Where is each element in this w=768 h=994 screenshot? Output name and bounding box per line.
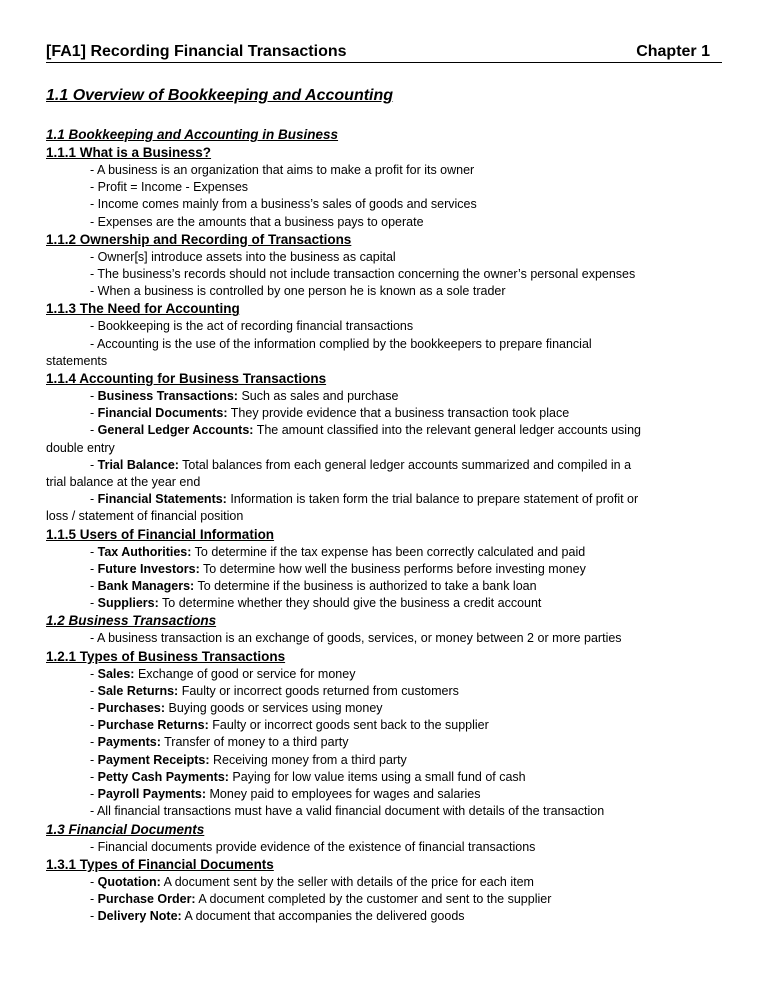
list-item: - Financial Statements: Information is taken form the trial balance to prepare statement of profit or loss / statement of financial position	[46, 491, 726, 525]
item-term: Suppliers:	[97, 596, 159, 611]
item-text: To determine if the tax expense has been correctly calculated and paid	[191, 544, 586, 559]
item-continuation: loss / statement of financial position	[46, 509, 244, 524]
document-body	[46, 126, 726, 925]
list-item: - The business’s records should not include transaction concerning the owner’s personal expenses	[90, 267, 636, 282]
item-term: Purchase Returns:	[97, 718, 209, 733]
item-term: Purchases:	[97, 701, 166, 716]
list-item: - Tax Authorities: To determine if the tax expense has been correctly calculated and paid	[90, 544, 586, 559]
list-item: - When a business is controlled by one person he is known as a sole trader	[90, 284, 506, 299]
item-text: Bookkeeping is the act of recording financial transactions	[97, 319, 414, 334]
item-text: Expenses are the amounts that a business pays to operate	[97, 214, 424, 229]
list-item: - Owner[s] introduce assets into the business as capital	[90, 249, 396, 264]
list-item: - Future Investors: To determine how well the business performs before investing money	[90, 561, 586, 576]
list-item: - Income comes mainly from a business’s sales of goods and services	[90, 197, 477, 212]
header-chapter: Chapter 1	[636, 43, 710, 60]
list-item: - Sales: Exchange of good or service for money	[90, 666, 356, 681]
item-text: Financial documents provide evidence of the existence of financial transactions	[97, 839, 536, 854]
section-heading: 1.1.1 What is a Business?	[46, 145, 212, 160]
list-item: - Bank Managers: To determine if the business is authorized to take a bank loan	[90, 579, 537, 594]
section-heading: 1.1.2 Ownership and Recording of Transactions	[46, 231, 352, 247]
item-text: Total balances from each general ledger accounts summarized and compiled in a	[178, 457, 632, 472]
list-item: - Purchases: Buying goods or services using money	[90, 701, 383, 716]
item-continuation: double entry	[46, 440, 115, 455]
item-text: Income comes mainly from a business’s sales of goods and services	[97, 197, 477, 212]
item-text: A business transaction is an exchange of goods, services, or money between 2 or more parties	[96, 631, 622, 646]
item-text: To determine how well the business performs before investing money	[199, 561, 586, 576]
section-heading: 1.1.5 Users of Financial Information	[46, 526, 275, 542]
item-text: A document sent by the seller with details of the price for each item	[160, 874, 534, 889]
item-continuation: statements	[46, 353, 108, 368]
item-text: The amount classified into the relevant general ledger accounts using	[253, 423, 641, 438]
item-text: A business is an organization that aims to make a profit for its owner	[96, 163, 475, 177]
list-item: - Expenses are the amounts that a business pays to operate	[90, 214, 424, 229]
page-header	[46, 42, 722, 63]
list-item: - A business is an organization that aims to make a profit for its owner	[90, 163, 475, 177]
list-item: - Accounting is the use of the information complied by the bookkeepers to prepare financial statements	[46, 336, 726, 370]
item-term: General Ledger Accounts:	[97, 423, 254, 438]
item-term: Payment Receipts:	[97, 752, 210, 767]
item-text: Such as sales and purchase	[237, 389, 399, 404]
item-text: All financial transactions must have a valid financial document with details of the transaction	[96, 804, 605, 819]
section-heading: 1.3 Financial Documents	[46, 821, 205, 837]
list-item: - Sale Returns: Faulty or incorrect goods returned from customers	[90, 683, 459, 698]
section-heading: 1.2.1 Types of Business Transactions	[46, 648, 286, 664]
item-text: Profit = Income - Expenses	[97, 180, 249, 195]
item-text: A document that accompanies the delivered goods	[181, 909, 465, 924]
item-term: Financial Documents:	[97, 406, 228, 421]
list-item: - Quotation: A document sent by the seller with details of the price for each item	[90, 874, 534, 889]
item-text: To determine if the business is authorized to take a bank loan	[194, 579, 537, 594]
list-item: - Payroll Payments: Money paid to employees for wages and salaries	[90, 787, 481, 802]
item-text: Money paid to employees for wages and salaries	[206, 787, 481, 802]
item-text: Accounting is the use of the information complied by the bookkeepers to prepare financial	[96, 336, 592, 351]
main-title: 1.1 Overview of Bookkeeping and Accounting	[46, 87, 394, 104]
section-heading: 1.1 Bookkeeping and Accounting in Business	[46, 127, 339, 142]
item-term: Delivery Note:	[97, 909, 182, 924]
item-text: A document completed by the customer and sent to the supplier	[195, 891, 552, 906]
item-term: Tax Authorities:	[97, 544, 192, 559]
item-term: Sales:	[97, 666, 135, 681]
list-item: - General Ledger Accounts: The amount classified into the relevant general ledger accounts using double entry	[46, 422, 726, 456]
list-item: - All financial transactions must have a valid financial document with details of the transaction	[90, 804, 605, 819]
item-term: Payments:	[97, 735, 161, 750]
item-term: Bank Managers:	[97, 579, 195, 594]
section-heading: 1.3.1 Types of Financial Documents	[46, 856, 274, 872]
item-term: Financial Statements:	[97, 492, 227, 507]
list-item: - Purchase Order: A document completed by the customer and sent to the supplier	[90, 891, 552, 906]
item-text: Paying for low value items using a small fund of cash	[228, 769, 526, 784]
list-item: - Financial documents provide evidence of the existence of financial transactions	[90, 839, 536, 854]
item-text: The business’s records should not include transaction concerning the owner’s personal expenses	[97, 267, 636, 282]
section-heading: 1.2 Business Transactions	[46, 613, 217, 629]
list-item: - Suppliers: To determine whether they should give the business a credit account	[90, 596, 542, 611]
item-text: Faulty or incorrect goods returned from customers	[178, 683, 459, 698]
list-item: - Purchase Returns: Faulty or incorrect goods sent back to the supplier	[90, 718, 489, 733]
item-text: Receiving money from a third party	[209, 752, 407, 767]
item-text: Transfer of money to a third party	[160, 735, 349, 750]
item-text: To determine whether they should give the business a credit account	[158, 596, 542, 611]
item-term: Trial Balance:	[97, 457, 179, 472]
header-title: [FA1] Recording Financial Transactions	[46, 43, 347, 60]
item-term: Quotation:	[97, 874, 161, 889]
item-term: Future Investors:	[97, 561, 200, 576]
item-text: Buying goods or services using money	[165, 701, 383, 716]
list-item: - Payment Receipts: Receiving money from a third party	[90, 752, 407, 767]
item-text: They provide evidence that a business transaction took place	[227, 406, 570, 421]
list-item: - A business transaction is an exchange of goods, services, or money between 2 or more parties	[90, 631, 622, 646]
item-text: Faulty or incorrect goods sent back to the supplier	[208, 718, 489, 733]
list-item: - Bookkeeping is the act of recording financial transactions	[90, 319, 414, 334]
item-term: Purchase Order:	[97, 891, 196, 906]
list-item: - Payments: Transfer of money to a third party	[90, 735, 349, 750]
section-heading: 1.1.3 The Need for Accounting	[46, 301, 240, 317]
item-term: Business Transactions:	[97, 389, 238, 404]
list-item: - Trial Balance: Total balances from each general ledger accounts summarized and compiled in a trial balance at the year end	[46, 457, 726, 491]
item-text: Owner[s] introduce assets into the business as capital	[97, 249, 396, 264]
item-term: Petty Cash Payments:	[97, 769, 229, 784]
item-text: When a business is controlled by one person he is known as a sole trader	[97, 284, 506, 299]
item-continuation: trial balance at the year end	[46, 475, 201, 490]
list-item: - Petty Cash Payments: Paying for low value items using a small fund of cash	[90, 769, 526, 784]
section-heading: 1.1.4 Accounting for Business Transactions	[46, 371, 327, 387]
item-text: Information is taken form the trial balance to prepare statement of profit or	[226, 492, 639, 507]
item-term: Sale Returns:	[97, 683, 179, 698]
list-item: - Delivery Note: A document that accompanies the delivered goods	[90, 909, 465, 924]
list-item: - Profit = Income - Expenses	[90, 180, 249, 195]
item-text: Exchange of good or service for money	[134, 666, 356, 681]
list-item: - Business Transactions: Such as sales and purchase	[90, 389, 399, 404]
item-term: Payroll Payments:	[97, 787, 207, 802]
list-item: - Financial Documents: They provide evidence that a business transaction took place	[90, 406, 570, 421]
